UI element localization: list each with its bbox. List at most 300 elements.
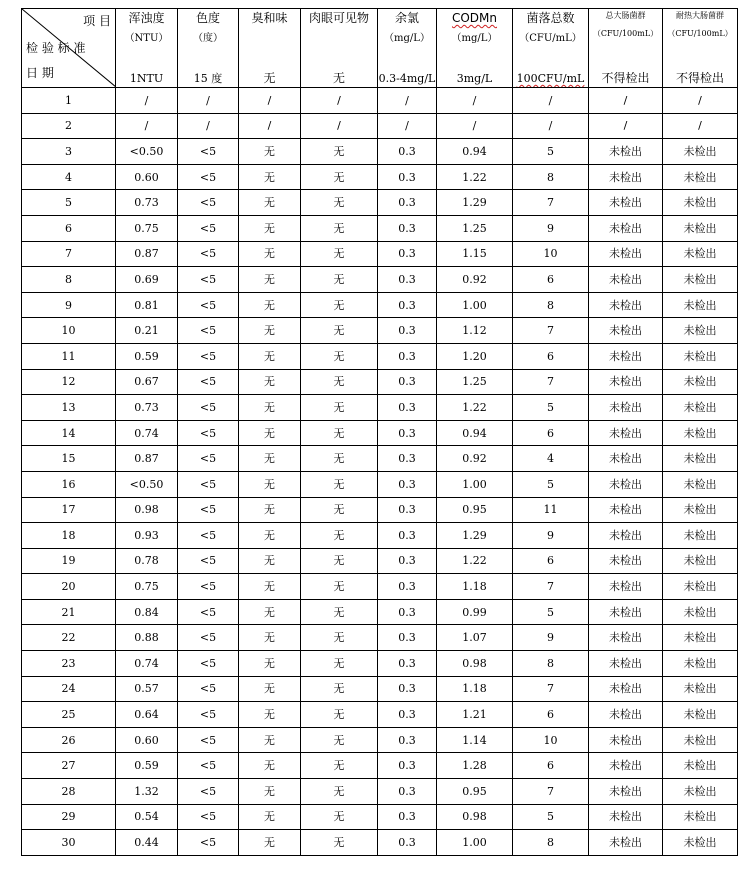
cell-codmn: 1.12 xyxy=(437,318,513,344)
cell-chlorine: / xyxy=(378,88,437,114)
cell-coliform: 未检出 xyxy=(589,523,663,549)
cell-thermo-coliform: 未检出 xyxy=(663,267,738,293)
cell-color: <5 xyxy=(178,190,239,216)
cell-odor: 无 xyxy=(239,676,301,702)
cell-chlorine: 0.3 xyxy=(378,804,437,830)
cell-visible: 无 xyxy=(301,830,378,856)
cell-day: 14 xyxy=(22,420,116,446)
cell-visible: 无 xyxy=(301,574,378,600)
cell-codmn: 1.28 xyxy=(437,753,513,779)
cell-colonies: 11 xyxy=(513,497,589,523)
cell-color: <5 xyxy=(178,830,239,856)
cell-color: <5 xyxy=(178,215,239,241)
table-row xyxy=(22,241,738,267)
cell-visible: 无 xyxy=(301,241,378,267)
cell-turbidity: / xyxy=(116,113,178,139)
cell-codmn: 1.18 xyxy=(437,574,513,600)
cell-odor: 无 xyxy=(239,215,301,241)
column-standard: 3mg/L xyxy=(456,72,493,85)
cell-color: <5 xyxy=(178,625,239,651)
cell-thermo-coliform: 未检出 xyxy=(663,574,738,600)
cell-codmn: 1.22 xyxy=(437,395,513,421)
cell-turbidity: 0.74 xyxy=(116,651,178,677)
cell-thermo-coliform: 未检出 xyxy=(663,420,738,446)
cell-colonies: 6 xyxy=(513,343,589,369)
cell-turbidity: 0.59 xyxy=(116,343,178,369)
cell-odor: 无 xyxy=(239,267,301,293)
table-row xyxy=(22,139,738,165)
header-row xyxy=(22,9,738,88)
cell-turbidity: 0.74 xyxy=(116,420,178,446)
cell-colonies: 7 xyxy=(513,318,589,344)
column-header xyxy=(437,9,513,88)
corner-header-cell xyxy=(22,9,116,88)
table-row xyxy=(22,702,738,728)
cell-codmn: 1.15 xyxy=(437,241,513,267)
cell-coliform: 未检出 xyxy=(589,599,663,625)
cell-thermo-coliform: 未检出 xyxy=(663,497,738,523)
cell-colonies: 5 xyxy=(513,471,589,497)
cell-codmn: 1.29 xyxy=(437,523,513,549)
cell-codmn: 0.98 xyxy=(437,804,513,830)
cell-odor: 无 xyxy=(239,446,301,472)
cell-codmn: / xyxy=(437,88,513,114)
cell-day: 24 xyxy=(22,676,116,702)
cell-day: 1 xyxy=(22,88,116,114)
cell-chlorine: 0.3 xyxy=(378,318,437,344)
cell-visible: 无 xyxy=(301,471,378,497)
cell-thermo-coliform: 未检出 xyxy=(663,779,738,805)
water-quality-table xyxy=(21,8,738,856)
cell-thermo-coliform: 未检出 xyxy=(663,727,738,753)
table-row xyxy=(22,446,738,472)
cell-color: <5 xyxy=(178,471,239,497)
cell-day: 12 xyxy=(22,369,116,395)
cell-codmn: 1.07 xyxy=(437,625,513,651)
cell-turbidity: 0.87 xyxy=(116,241,178,267)
column-unit: （度） xyxy=(193,33,223,44)
cell-odor: 无 xyxy=(239,395,301,421)
column-name: 总大肠菌群 xyxy=(605,11,646,20)
cell-day: 26 xyxy=(22,727,116,753)
cell-colonies: 5 xyxy=(513,395,589,421)
cell-chlorine: 0.3 xyxy=(378,779,437,805)
cell-coliform: 未检出 xyxy=(589,651,663,677)
column-standard: 1NTU xyxy=(129,72,164,85)
cell-coliform: / xyxy=(589,88,663,114)
cell-color: <5 xyxy=(178,139,239,165)
cell-odor: 无 xyxy=(239,830,301,856)
cell-visible: 无 xyxy=(301,548,378,574)
cell-chlorine: 0.3 xyxy=(378,139,437,165)
table-row xyxy=(22,88,738,114)
cell-turbidity: 0.59 xyxy=(116,753,178,779)
cell-colonies: 8 xyxy=(513,651,589,677)
cell-odor: / xyxy=(239,88,301,114)
cell-turbidity: 0.69 xyxy=(116,267,178,293)
cell-colonies: 7 xyxy=(513,779,589,805)
cell-codmn: 0.94 xyxy=(437,420,513,446)
cell-turbidity: 0.75 xyxy=(116,215,178,241)
cell-color: / xyxy=(178,88,239,114)
cell-colonies: 6 xyxy=(513,267,589,293)
cell-day: 30 xyxy=(22,830,116,856)
cell-visible: 无 xyxy=(301,420,378,446)
cell-colonies: / xyxy=(513,113,589,139)
cell-chlorine: 0.3 xyxy=(378,241,437,267)
cell-coliform: 未检出 xyxy=(589,676,663,702)
cell-odor: 无 xyxy=(239,190,301,216)
cell-codmn: 1.22 xyxy=(437,548,513,574)
cell-codmn: 1.21 xyxy=(437,702,513,728)
cell-turbidity: 0.57 xyxy=(116,676,178,702)
cell-day: 20 xyxy=(22,574,116,600)
cell-visible: 无 xyxy=(301,702,378,728)
cell-day: 16 xyxy=(22,471,116,497)
cell-codmn: 1.20 xyxy=(437,343,513,369)
table-row xyxy=(22,779,738,805)
column-name: 菌落总数 xyxy=(526,11,575,25)
cell-visible: 无 xyxy=(301,267,378,293)
table-row xyxy=(22,599,738,625)
cell-color: <5 xyxy=(178,753,239,779)
cell-thermo-coliform: 未检出 xyxy=(663,471,738,497)
table-row xyxy=(22,548,738,574)
cell-day: 3 xyxy=(22,139,116,165)
cell-coliform: / xyxy=(589,113,663,139)
cell-odor: 无 xyxy=(239,343,301,369)
cell-coliform: 未检出 xyxy=(589,190,663,216)
cell-chlorine: / xyxy=(378,113,437,139)
cell-day: 17 xyxy=(22,497,116,523)
cell-coliform: 未检出 xyxy=(589,625,663,651)
cell-odor: 无 xyxy=(239,164,301,190)
cell-codmn: 0.95 xyxy=(437,779,513,805)
cell-colonies: 4 xyxy=(513,446,589,472)
cell-color: <5 xyxy=(178,599,239,625)
cell-day: 22 xyxy=(22,625,116,651)
cell-chlorine: 0.3 xyxy=(378,651,437,677)
cell-thermo-coliform: 未检出 xyxy=(663,625,738,651)
cell-color: <5 xyxy=(178,446,239,472)
cell-odor: / xyxy=(239,113,301,139)
cell-day: 13 xyxy=(22,395,116,421)
cell-thermo-coliform: 未检出 xyxy=(663,318,738,344)
cell-turbidity: 0.87 xyxy=(116,446,178,472)
cell-chlorine: 0.3 xyxy=(378,343,437,369)
column-unit: （NTU） xyxy=(124,33,169,44)
cell-chlorine: 0.3 xyxy=(378,292,437,318)
cell-coliform: 未检出 xyxy=(589,471,663,497)
column-standard: 不得检出 xyxy=(601,71,650,85)
cell-codmn: 1.00 xyxy=(437,830,513,856)
cell-odor: 无 xyxy=(239,292,301,318)
cell-day: 6 xyxy=(22,215,116,241)
cell-turbidity: <0.50 xyxy=(116,139,178,165)
table-row xyxy=(22,471,738,497)
cell-odor: 无 xyxy=(239,599,301,625)
table-body xyxy=(22,88,738,856)
cell-day: 4 xyxy=(22,164,116,190)
cell-thermo-coliform: 未检出 xyxy=(663,753,738,779)
cell-turbidity: 0.93 xyxy=(116,523,178,549)
cell-day: 5 xyxy=(22,190,116,216)
cell-codmn: 1.14 xyxy=(437,727,513,753)
cell-color: <5 xyxy=(178,343,239,369)
cell-visible: 无 xyxy=(301,523,378,549)
table-row xyxy=(22,676,738,702)
cell-colonies: 7 xyxy=(513,369,589,395)
cell-color: <5 xyxy=(178,574,239,600)
cell-codmn: 1.00 xyxy=(437,292,513,318)
cell-codmn: 1.25 xyxy=(437,369,513,395)
cell-color: <5 xyxy=(178,369,239,395)
table-row xyxy=(22,395,738,421)
table-row xyxy=(22,727,738,753)
cell-chlorine: 0.3 xyxy=(378,830,437,856)
cell-chlorine: 0.3 xyxy=(378,625,437,651)
column-standard: 100CFU/mL xyxy=(516,72,585,85)
column-name: 耐热大肠菌群 xyxy=(676,11,724,20)
cell-color: <5 xyxy=(178,651,239,677)
cell-color: <5 xyxy=(178,164,239,190)
cell-chlorine: 0.3 xyxy=(378,164,437,190)
cell-visible: 无 xyxy=(301,625,378,651)
cell-coliform: 未检出 xyxy=(589,292,663,318)
column-unit: （mg/L） xyxy=(384,33,430,44)
cell-colonies: 9 xyxy=(513,625,589,651)
cell-colonies: 6 xyxy=(513,702,589,728)
cell-visible: 无 xyxy=(301,343,378,369)
column-header xyxy=(663,9,738,88)
table-row xyxy=(22,625,738,651)
cell-coliform: 未检出 xyxy=(589,727,663,753)
cell-coliform: 未检出 xyxy=(589,395,663,421)
cell-thermo-coliform: 未检出 xyxy=(663,395,738,421)
column-unit: （mg/L） xyxy=(451,33,498,44)
cell-day: 21 xyxy=(22,599,116,625)
cell-turbidity: 0.78 xyxy=(116,548,178,574)
cell-chlorine: 0.3 xyxy=(378,676,437,702)
cell-color: <5 xyxy=(178,727,239,753)
column-standard: 无 xyxy=(332,71,345,85)
cell-odor: 无 xyxy=(239,420,301,446)
cell-turbidity: 0.44 xyxy=(116,830,178,856)
cell-visible: 无 xyxy=(301,369,378,395)
cell-coliform: 未检出 xyxy=(589,830,663,856)
cell-turbidity: 0.88 xyxy=(116,625,178,651)
table-row xyxy=(22,292,738,318)
cell-chlorine: 0.3 xyxy=(378,548,437,574)
cell-codmn: 0.92 xyxy=(437,267,513,293)
cell-visible: 无 xyxy=(301,804,378,830)
table-row xyxy=(22,215,738,241)
cell-turbidity: 0.60 xyxy=(116,727,178,753)
cell-odor: 无 xyxy=(239,139,301,165)
cell-odor: 无 xyxy=(239,548,301,574)
cell-visible: 无 xyxy=(301,164,378,190)
cell-coliform: 未检出 xyxy=(589,548,663,574)
cell-thermo-coliform: 未检出 xyxy=(663,651,738,677)
cell-colonies: 8 xyxy=(513,164,589,190)
cell-colonies: 7 xyxy=(513,574,589,600)
cell-thermo-coliform: 未检出 xyxy=(663,190,738,216)
table-row xyxy=(22,343,738,369)
column-header xyxy=(589,9,663,88)
table-row xyxy=(22,651,738,677)
cell-chlorine: 0.3 xyxy=(378,471,437,497)
cell-visible: 无 xyxy=(301,753,378,779)
cell-turbidity: 0.60 xyxy=(116,164,178,190)
cell-chlorine: 0.3 xyxy=(378,215,437,241)
cell-visible: 无 xyxy=(301,651,378,677)
cell-coliform: 未检出 xyxy=(589,139,663,165)
cell-colonies: 5 xyxy=(513,139,589,165)
cell-thermo-coliform: / xyxy=(663,88,738,114)
cell-thermo-coliform: 未检出 xyxy=(663,139,738,165)
cell-coliform: 未检出 xyxy=(589,574,663,600)
cell-thermo-coliform: 未检出 xyxy=(663,548,738,574)
cell-color: <5 xyxy=(178,676,239,702)
table-row xyxy=(22,420,738,446)
cell-visible: 无 xyxy=(301,215,378,241)
cell-thermo-coliform: 未检出 xyxy=(663,523,738,549)
table-row xyxy=(22,164,738,190)
cell-colonies: 8 xyxy=(513,830,589,856)
cell-color: <5 xyxy=(178,420,239,446)
cell-visible: / xyxy=(301,113,378,139)
cell-chlorine: 0.3 xyxy=(378,497,437,523)
cell-day: 11 xyxy=(22,343,116,369)
table-row xyxy=(22,497,738,523)
column-standard: 无 xyxy=(263,71,276,85)
cell-color: <5 xyxy=(178,779,239,805)
cell-color: <5 xyxy=(178,292,239,318)
cell-chlorine: 0.3 xyxy=(378,420,437,446)
cell-color: <5 xyxy=(178,523,239,549)
cell-chlorine: 0.3 xyxy=(378,727,437,753)
cell-day: 9 xyxy=(22,292,116,318)
table-row xyxy=(22,804,738,830)
cell-turbidity: 0.21 xyxy=(116,318,178,344)
column-name: 臭和味 xyxy=(251,11,288,25)
cell-thermo-coliform: 未检出 xyxy=(663,676,738,702)
cell-chlorine: 0.3 xyxy=(378,267,437,293)
cell-chlorine: 0.3 xyxy=(378,369,437,395)
cell-coliform: 未检出 xyxy=(589,446,663,472)
cell-odor: 无 xyxy=(239,471,301,497)
cell-odor: 无 xyxy=(239,523,301,549)
cell-coliform: 未检出 xyxy=(589,753,663,779)
cell-chlorine: 0.3 xyxy=(378,599,437,625)
cell-odor: 无 xyxy=(239,318,301,344)
cell-colonies: 8 xyxy=(513,292,589,318)
column-unit: （CFU/100mL） xyxy=(667,29,733,38)
cell-coliform: 未检出 xyxy=(589,267,663,293)
table-row xyxy=(22,574,738,600)
column-unit: （CFU/mL） xyxy=(519,33,582,44)
cell-visible: 无 xyxy=(301,727,378,753)
cell-thermo-coliform: 未检出 xyxy=(663,164,738,190)
cell-codmn: 1.00 xyxy=(437,471,513,497)
cell-odor: 无 xyxy=(239,753,301,779)
cell-thermo-coliform: 未检出 xyxy=(663,369,738,395)
column-standard: 0.3-4mg/L xyxy=(378,72,436,85)
cell-visible: / xyxy=(301,88,378,114)
table-row xyxy=(22,267,738,293)
cell-day: 15 xyxy=(22,446,116,472)
cell-color: <5 xyxy=(178,318,239,344)
cell-thermo-coliform: 未检出 xyxy=(663,702,738,728)
cell-thermo-coliform: 未检出 xyxy=(663,292,738,318)
cell-odor: 无 xyxy=(239,727,301,753)
column-name: 余氯 xyxy=(394,11,419,25)
cell-odor: 无 xyxy=(239,804,301,830)
cell-coliform: 未检出 xyxy=(589,241,663,267)
cell-visible: 无 xyxy=(301,190,378,216)
cell-colonies: 5 xyxy=(513,804,589,830)
cell-codmn: / xyxy=(437,113,513,139)
cell-odor: 无 xyxy=(239,651,301,677)
cell-odor: 无 xyxy=(239,497,301,523)
corner-date-label: 日 期 xyxy=(26,66,54,80)
cell-chlorine: 0.3 xyxy=(378,574,437,600)
cell-coliform: 未检出 xyxy=(589,164,663,190)
cell-day: 27 xyxy=(22,753,116,779)
cell-turbidity: 1.32 xyxy=(116,779,178,805)
cell-coliform: 未检出 xyxy=(589,497,663,523)
cell-codmn: 0.98 xyxy=(437,651,513,677)
cell-day: 2 xyxy=(22,113,116,139)
cell-odor: 无 xyxy=(239,369,301,395)
cell-chlorine: 0.3 xyxy=(378,753,437,779)
cell-colonies: 7 xyxy=(513,190,589,216)
cell-odor: 无 xyxy=(239,702,301,728)
cell-colonies: 5 xyxy=(513,599,589,625)
cell-visible: 无 xyxy=(301,779,378,805)
cell-day: 10 xyxy=(22,318,116,344)
corner-standard-label: 检 验 标 准 xyxy=(26,41,86,55)
column-header xyxy=(116,9,178,88)
column-standard: 15 度 xyxy=(193,72,223,85)
cell-codmn: 1.22 xyxy=(437,164,513,190)
cell-colonies: 9 xyxy=(513,523,589,549)
cell-codmn: 1.25 xyxy=(437,215,513,241)
cell-turbidity: 0.67 xyxy=(116,369,178,395)
table-row xyxy=(22,318,738,344)
cell-color: <5 xyxy=(178,804,239,830)
table-row xyxy=(22,113,738,139)
column-name: 肉眼可见物 xyxy=(308,11,369,25)
cell-coliform: 未检出 xyxy=(589,702,663,728)
column-header xyxy=(301,9,378,88)
cell-visible: 无 xyxy=(301,497,378,523)
column-unit: （CFU/100mL） xyxy=(592,29,659,38)
cell-day: 28 xyxy=(22,779,116,805)
column-header xyxy=(178,9,239,88)
table-row xyxy=(22,190,738,216)
cell-visible: 无 xyxy=(301,139,378,165)
cell-turbidity: 0.75 xyxy=(116,574,178,600)
cell-chlorine: 0.3 xyxy=(378,446,437,472)
cell-thermo-coliform: 未检出 xyxy=(663,446,738,472)
cell-colonies: 6 xyxy=(513,548,589,574)
cell-thermo-coliform: 未检出 xyxy=(663,215,738,241)
cell-color: <5 xyxy=(178,395,239,421)
cell-coliform: 未检出 xyxy=(589,318,663,344)
cell-colonies: 10 xyxy=(513,727,589,753)
cell-odor: 无 xyxy=(239,241,301,267)
